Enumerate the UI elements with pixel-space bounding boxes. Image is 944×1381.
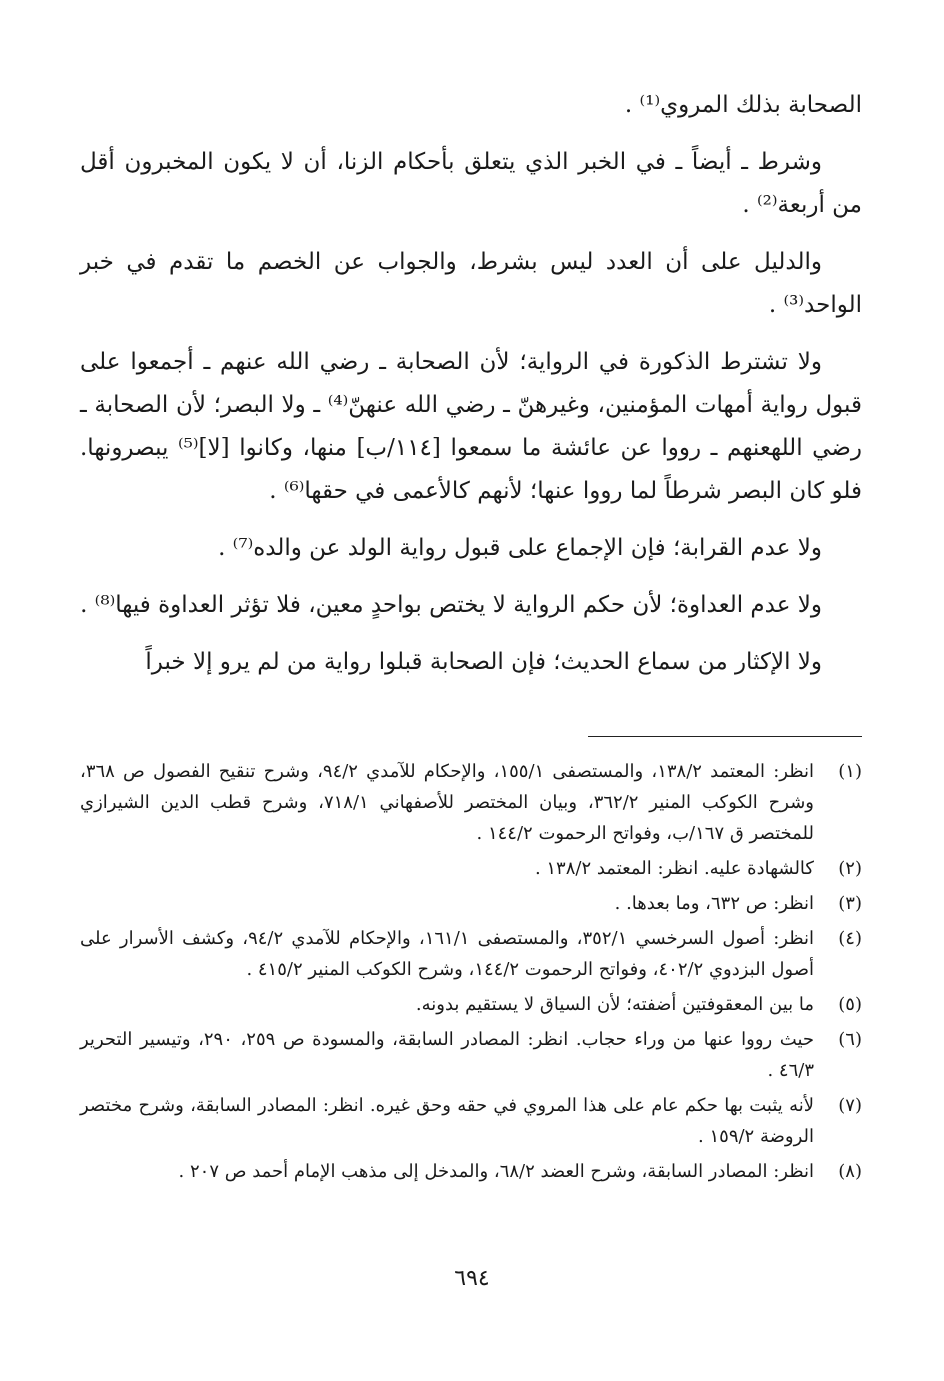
footnote-number: (٥) — [838, 994, 862, 1015]
footnote-2 — [80, 853, 862, 884]
footnotes-section — [80, 756, 862, 1191]
paragraph-6: ولا عدم العداوة؛ لأن حكم الرواية لا يختص بواحدٍ معين، فلا تؤثر العداوة فيها⁽⁸⁾ . — [80, 592, 822, 618]
footnote-number: (٣) — [838, 893, 862, 914]
footnote-text: كالشهادة عليه. انظر: المعتمد ١٣٨/٢ . — [534, 858, 814, 879]
footnote-text: انظر: المعتمد ١٣٨/٢، والمستصفى ١٥٥/١، والإحكام للآمدي ٩٤/٢، وشرح تنقيح الفصول ص ٣٦٨، وشرح الكوكب المنير ٣٦٢/٢، وبيان المختصر للأصفهاني ٧١٨/١، وشرح قطب الدين الشيرازي للمختصر ق ١٦٧/ب، وفواتح الرحموت ١٤٤/٢ . — [80, 761, 814, 844]
footnote-text: ما بين المعقوفتين أضفته؛ لأن السياق لا يستقيم بدونه. — [415, 994, 814, 1015]
paragraph-4: ولا تشترط الذكورة في الرواية؛ لأن الصحابة ـ رضي الله عنهم ـ أجمعوا على قبول رواية أمهات المؤمنين، وغيرهنّ ـ رضي الله عنهنّ⁽⁴⁾ ـ ولا البصر؛ لأن الصحابة ـ رضي اللهعنهم ـ رووا عن عائشة ما سمعوا [١١٤/ب] منها، وكانوا [لا]⁽⁵⁾ يبصرونها. فلو كان البصر شرطاً لما رووا عنها؛ لأنهم كالأعمى في حقها⁽⁶⁾ . — [80, 349, 862, 504]
footnote-text: حيث رووا عنها من وراء حجاب. انظر: المصادر السابقة، والمسودة ص ٢٥٩، ٢٩٠، وتيسير التحرير ٤٦/٣ . — [80, 1029, 815, 1081]
footnote-number: (٤) — [838, 928, 862, 949]
footnote-divider — [588, 736, 862, 737]
footnote-6 — [80, 1024, 862, 1086]
paragraph-5: ولا عدم القرابة؛ فإن الإجماع على قبول رواية الولد عن والده⁽⁷⁾ . — [218, 535, 822, 561]
footnote-3 — [80, 888, 862, 919]
main-text — [80, 84, 862, 698]
footnote-number: (١) — [838, 761, 862, 782]
footnote-number: (٨) — [838, 1161, 862, 1182]
footnote-8 — [80, 1156, 862, 1187]
page-number: ٦٩٤ — [454, 1266, 490, 1291]
footnote-text: انظر: ص ٦٣٢، وما بعدها. . — [614, 893, 814, 914]
footnote-text: انظر: أصول السرخسي ٣٥٢/١، والمستصفى ١٦١/١، والإحكام للآمدي ٩٤/٢، وكشف الأسرار على أصول البزدوي ٤٠٢/٢، وفواتح الرحموت ١٤٤/٢، وشرح الكوكب المنير ٤١٥/٢ . — [80, 928, 814, 980]
footnote-number: (٢) — [838, 858, 862, 879]
paragraph-7: ولا الإكثار من سماع الحديث؛ فإن الصحابة قبلوا رواية من لم يرو إلا خبراً — [145, 649, 822, 675]
footnote-number: (٦) — [838, 1029, 862, 1050]
footnote-4 — [80, 923, 862, 985]
footnote-1 — [80, 756, 862, 849]
paragraph-1: الصحابة بذلك المروي⁽¹⁾ . — [624, 92, 862, 118]
footnote-5 — [80, 989, 862, 1020]
footnote-7 — [80, 1090, 862, 1152]
paragraph-3: والدليل على أن العدد ليس بشرط، والجواب عن الخصم ما تقدم في خبر الواحد⁽³⁾ . — [80, 249, 862, 318]
footnote-text: انظر: المصادر السابقة، وشرح العضد ٦٨/٢، والمدخل إلى مذهب الإمام أحمد ص ٢٠٧ . — [178, 1161, 814, 1182]
footnote-text: لأنه يثبت بها حكم عام على هذا المروي في حقه وحق غيره. انظر: المصادر السابقة، وشرح مختصر الروضة ١٥٩/٢ . — [80, 1095, 814, 1147]
paragraph-2: وشرط ـ أيضاً ـ في الخبر الذي يتعلق بأحكام الزنا، أن لا يكون المخبرون أقل من أربعة⁽²⁾ . — [80, 149, 862, 218]
footnote-number: (٧) — [838, 1095, 862, 1116]
